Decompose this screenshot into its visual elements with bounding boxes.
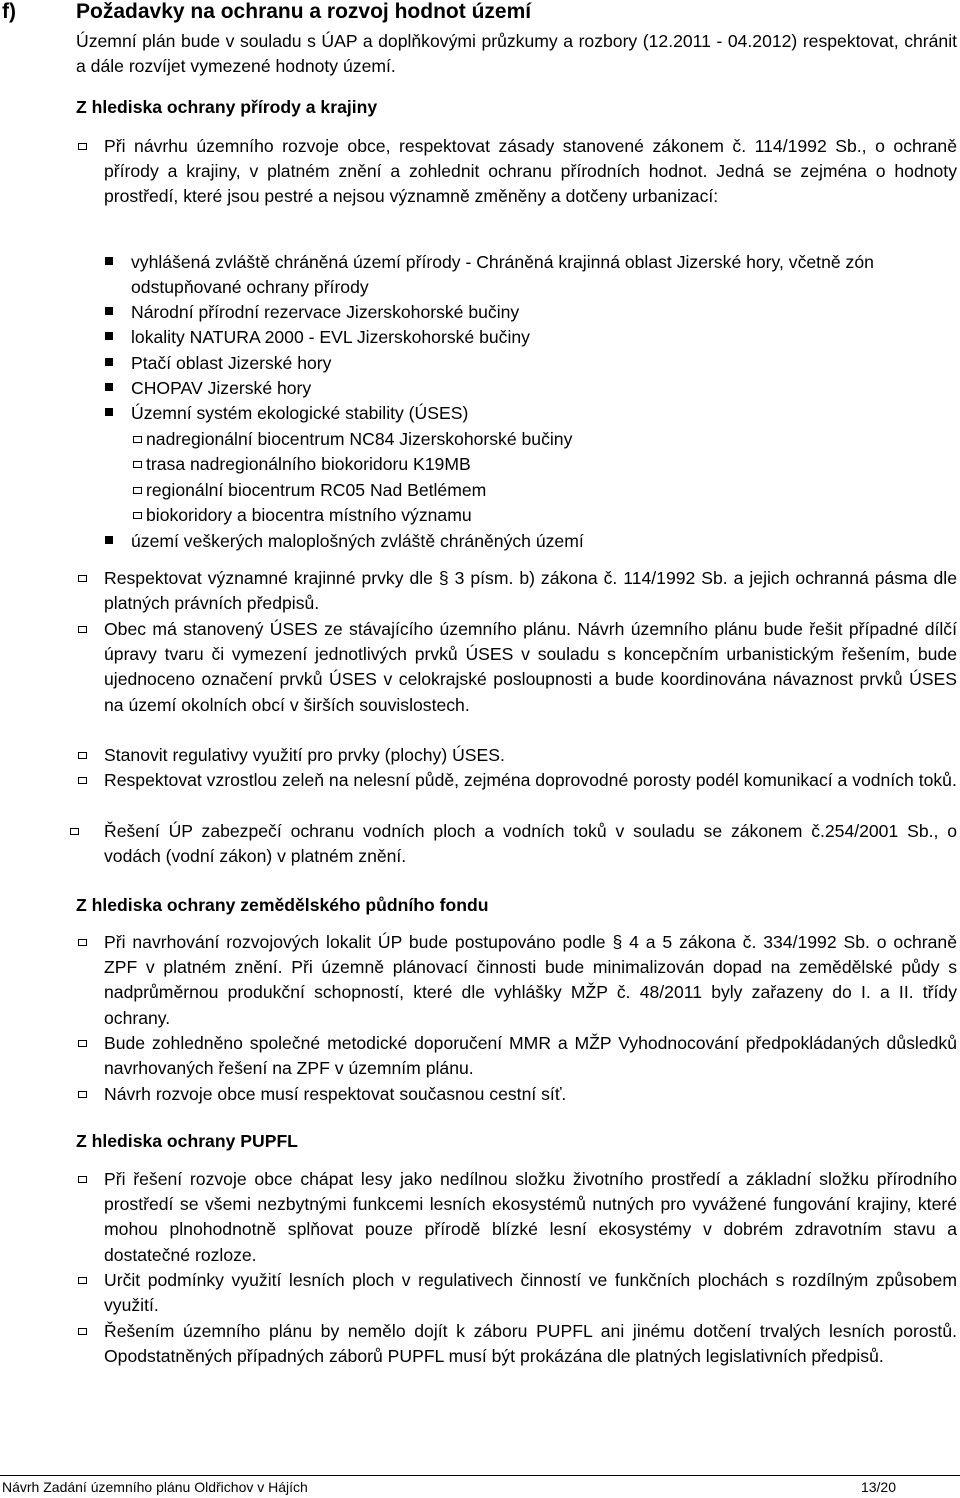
nature-subsub-item: regionální biocentrum RC05 Nad Betlémem [146,480,487,500]
filled-square-bullet-icon [105,383,113,391]
filled-square-bullet-icon [105,257,113,265]
nature-sub-item: lokality NATURA 2000 - EVL Jizerskohorské bučiny [131,327,530,347]
zpf-item: Bude zohledněno společné metodické doporučení MMR a MŽP Vyhodnocování předpokládaných důsledků navrhovaných řešení na ZPF v územním plánu. [104,1033,957,1079]
nature-sub-item: Územní systém ekologické stability (ÚSES) [131,403,469,423]
nature-subsub-item: nadregionální biocentrum NC84 Jizerskohorské bučiny [146,429,573,449]
hollow-square-bullet-icon [78,1277,87,1284]
section-letter: f) [2,0,16,23]
hollow-square-bullet-icon [133,461,142,468]
pupfl-item: Řešením územního plánu by nemělo dojít k záboru PUPFL ani jinému dotčení trvalých lesních porostů. Opodstatněných případných záborů PUPFL musí být prokázána dle platných legislativních předpisů. [104,1321,957,1367]
hollow-square-bullet-icon [78,752,87,759]
hollow-square-bullet-icon [133,487,142,494]
section-intro: Územní plán bude v souladu s ÚAP a doplňkovými průzkumy a rozbory (12.2011 - 04.2012) respektovat, chránit a dále rozvíjet vymezené hodnoty území. [76,31,957,76]
filled-square-bullet-icon [105,408,113,416]
nature-item: Respektovat vzrostlou zeleň na nelesní půdě, zejména doprovodné porosty podél komunikací a vodních toků. [104,770,957,790]
nature-sub-item: Ptačí oblast Jizerské hory [131,353,332,373]
pupfl-item: Určit podmínky využití lesních ploch v regulativech činností ve funkčních plochách s rozdílným způsobem využití. [104,1270,957,1316]
hollow-square-bullet-icon [78,777,87,784]
hollow-square-bullet-icon [133,512,142,519]
zpf-item: Návrh rozvoje obce musí respektovat současnou cestní síť. [104,1084,567,1104]
nature-heading: Z hlediska ochrany přírody a krajiny [76,97,378,117]
filled-square-bullet-icon [105,536,113,544]
hollow-square-bullet-icon [70,828,79,835]
hollow-square-bullet-icon [133,436,142,443]
hollow-square-bullet-icon [78,143,87,150]
nature-subsub-item: biokoridory a biocentra místního významu [146,505,472,525]
hollow-square-bullet-icon [78,1091,87,1098]
filled-square-bullet-icon [105,307,113,315]
nature-sub-item-last: území veškerých maloplošných zvláště chráněných území [131,531,584,551]
nature-item: Stanovit regulativy využití pro prvky (plochy) ÚSES. [104,745,505,765]
hollow-square-bullet-icon [78,1040,87,1047]
nature-item-1: Při návrhu územního rozvoje obce, respektovat zásady stanovené zákonem č. 114/1992 Sb., o ochraně přírody a krajiny, v platném znění a zohlednit ochranu přírodních hodnot. Jedná se zejména o hodnoty prostředí, které jsou pestré a nejsou významně změněny a dotčeny urbanizací: [104,136,957,207]
nature-item: Řešení ÚP zabezpečí ochranu vodních ploch a vodních toků v souladu se zákonem č.254/2001 Sb., o vodách (vodní zákon) v platném znění. [104,821,957,867]
hollow-square-bullet-icon [78,1328,87,1335]
nature-item: Obec má stanovený ÚSES ze stávajícího územního plánu. Návrh územního plánu bude řešit případné dílčí úpravy tvaru či vymezení jednotlivých prvků ÚSES v souladu s koncepčním urbanistickým řešením, bude ujednoceno označení prvků ÚSES v celokrajské posloupnosti a bude koordinována návaznost prvků ÚSES na území okolních obcí v širších souvislostech. [104,619,957,715]
hollow-square-bullet-icon [78,1176,87,1183]
nature-sub-item: Národní přírodní rezervace Jizerskohorské bučiny [131,302,520,322]
hollow-square-bullet-icon [78,575,87,582]
nature-sub-item: CHOPAV Jizerské hory [131,378,312,398]
section-title: Požadavky na ochranu a rozvoj hodnot území [76,0,532,23]
zpf-heading: Z hlediska ochrany zemědělského půdního fondu [76,895,489,915]
filled-square-bullet-icon [105,332,113,340]
nature-item: Respektovat významné krajinné prvky dle § 3 písm. b) zákona č. 114/1992 Sb. a jejich ochranná pásma dle platných právních předpisů. [104,568,957,614]
hollow-square-bullet-icon [78,939,87,946]
footer-document-title: Návrh Zadání územního plánu Oldřichov v Hájích [2,1479,308,1495]
zpf-item: Při navrhování rozvojových lokalit ÚP bude postupováno podle § 4 a 5 zákona č. 334/1992 Sb. o ochraně ZPF v platném znění. Při územně plánovací činnosti bude minimalizován dopad na zemědělské půdy s nadprůměrnou produkční schopností, které dle vyhlášky MŽP č. 48/2011 byly zařazeny do I. a II. třídy ochrany. [104,932,957,1028]
footer-page-number: 13/20 [860,1479,896,1495]
filled-square-bullet-icon [105,358,113,366]
footer-divider [0,1475,960,1476]
nature-sub-item: vyhlášená zvláště chráněná území přírody - Chráněná krajinná oblast Jizerské hory, včetně zón odstupňované ochrany přírody [131,252,874,298]
nature-subsub-item: trasa nadregionálního biokoridoru K19MB [146,454,471,474]
pupfl-item: Při řešení rozvoje obce chápat lesy jako nedílnou složku životního prostředí a základní složku přírodního prostředí se všemi nezbytnými funkcemi lesních ekosystémů nutných pro vyvážené fungování krajiny, které mohou plnohodnotně splňovat pouze přírodě blízké lesní ekosystémy v dobrém zdravotním stavu a dostatečné rozloze. [104,1169,957,1265]
pupfl-heading: Z hlediska ochrany PUPFL [76,1131,298,1151]
hollow-square-bullet-icon [78,626,87,633]
